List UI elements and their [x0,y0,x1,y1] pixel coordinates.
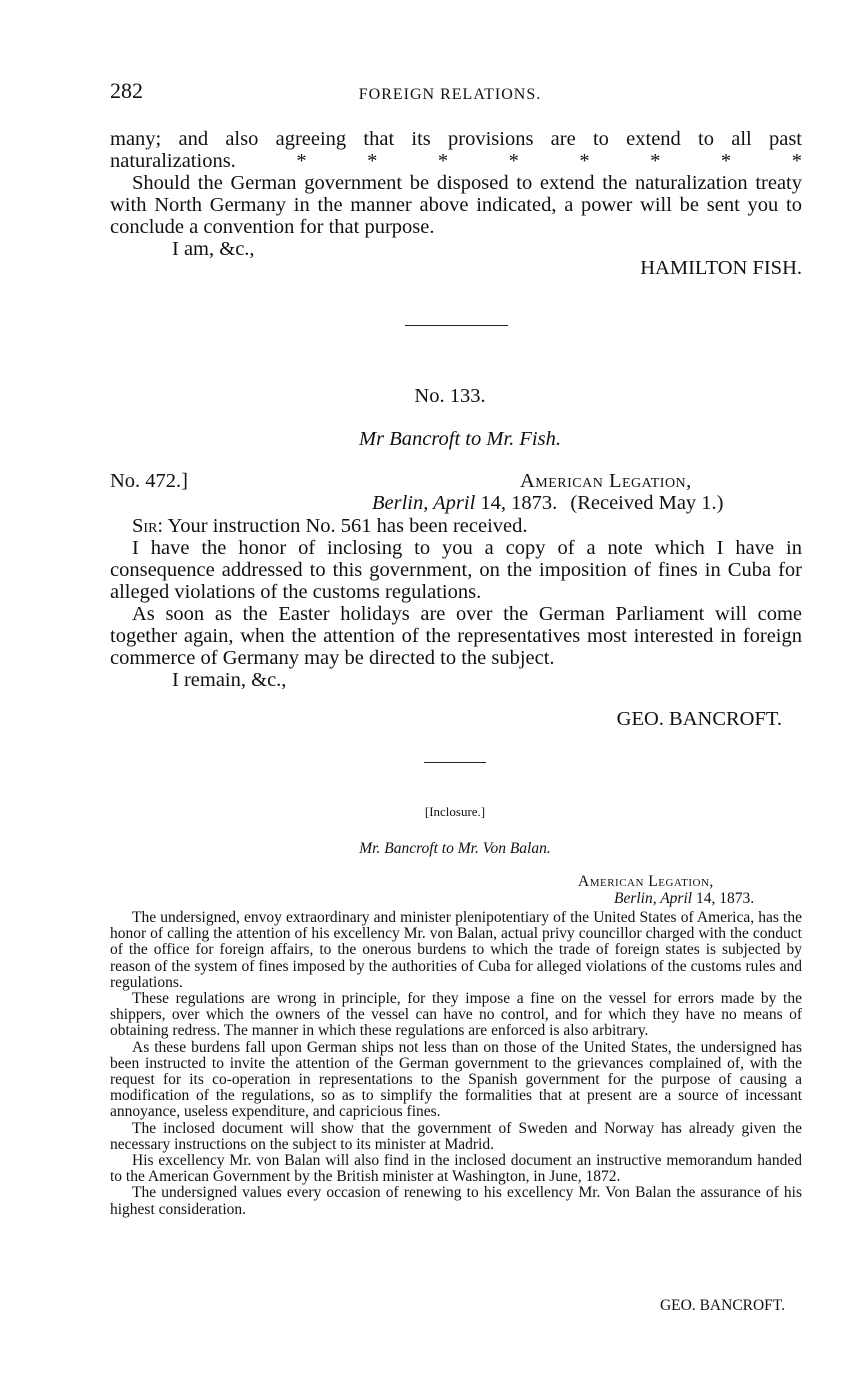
inclosure-paragraph-4: The inclosed document will show that the government of Sweden and Norway has already given the necessary instructions on the subject to its minister at Madrid. [110,1119,802,1153]
inclosure-paragraph-2: These regulations are wrong in principle, for they impose a fine on the vessel for errors made by the shippers, over which the owners of the vessel can have no control, and for which they have no means of obtaining redress. The manner in which these regulations are enforced is also arbitrary. [110,990,802,1040]
received-date: (Received May 1.) [570,492,724,514]
asterisk: * [296,150,307,172]
inclosure-body [110,910,802,1218]
inclosure-date-rest: 14, 1873. [695,890,755,907]
date-city: Berlin, April [372,492,476,514]
continuation-line1: many; and also agreeing that its provisions are to extend to all past [110,128,802,150]
inclosure-paragraph-1: The undersigned, envoy extraordinary and minister plenipotentiary of the United States of America, has the honor of calling the attention of his excellency Mr. von Balan, actual privy councillor charged with the conduct of the office for foreign affairs, to the onerous burdens to which the trade of foreign states is subjected by reason of the system of fines imposed by the authorities of Cuba for alleged violations of the customs rules and regulations. [110,909,802,991]
letter-dateline [372,492,802,514]
inclosure-signature: GEO. BANCROFT. [659,1297,785,1314]
salutation-line [110,515,802,537]
inclosure-dateline [614,891,804,907]
asterisk: * [367,150,378,172]
asterisk: * [437,150,449,172]
inclosure-date-city: Berlin, April [614,890,693,907]
inclosure-label: [Inclosure.] [424,804,486,819]
inclosure-title: Mr. Bancroft to Mr. Von Balan. [359,840,551,857]
continuation-block [110,128,802,260]
continuation-closing: I am, &c., [172,238,255,260]
inclosure-legation: American Legation, [578,873,714,890]
asterisk: * [650,150,661,172]
inclosure-paragraph-6: The undersigned values every occasion of renewing to his excellency Mr. Von Balan the assurance of his highest consideration. [110,1184,802,1218]
asterisk: * [720,150,732,172]
salutation: Sir: [132,515,164,537]
continuation-paragraph: Should the German government be disposed to extend the naturalization treaty with North Germany in the manner above indicated, a power will be sent you to conclude a convention for that purpose. [110,172,802,238]
body-paragraph-2: I have the honor of inclosing to you a copy of a note which I have in consequence addressed to this government, on the imposition of fines in Cuba for alleged violations of the customs regulations. [110,537,802,603]
date-rest: 14, 1873. [480,492,558,514]
asterisk: * [579,150,590,172]
letter-body [110,515,802,691]
dispatch-reference: No. 472.] [110,470,189,492]
continuation-line2: naturalizations. [110,150,236,172]
body-paragraph-3: As soon as the Easter holidays are over the German Parliament will come together again, when the attention of the representatives most interested in foreign commerce of Germany may be directed to the subject. [110,603,802,669]
page-number: 282 [110,78,143,103]
legation-heading: American Legation, [520,470,692,492]
letter-title: Mr Bancroft to Mr. Fish. [359,428,561,450]
inclosure-paragraph-5: His excellency Mr. von Balan will also find in the inclosed document an instructive memorandum handed to the American Government by the British minister at Washington, in June, 1872. [110,1152,802,1186]
running-title: FOREIGN RELATIONS. [358,86,542,103]
signature-bancroft: GEO. BANCROFT. [616,708,782,730]
inclosure-paragraph-3: As these burdens fall upon German ships not less than on those of the United States, the undersigned has been instructed to invite the attention of the German government to the grievances complained of, with the request for its co-operation in representations to the Spanish government for the purpose of causing a modification of the regulations, so as to simplify the formalities that at present are a source of incessant annoyance, useless expenditure, and capricious fines. [110,1038,802,1121]
asterisk-line [110,150,802,172]
asterisk: * [791,150,802,172]
body-line1: Your instruction No. 561 has been received. [167,515,528,537]
asterisk: * [508,150,519,172]
signature-hamilton-fish: HAMILTON FISH. [640,257,802,279]
letter-number: No. 133. [414,385,486,407]
section-divider-2 [424,762,486,763]
letter-closing: I remain, &c., [172,669,287,691]
section-divider [405,325,508,326]
